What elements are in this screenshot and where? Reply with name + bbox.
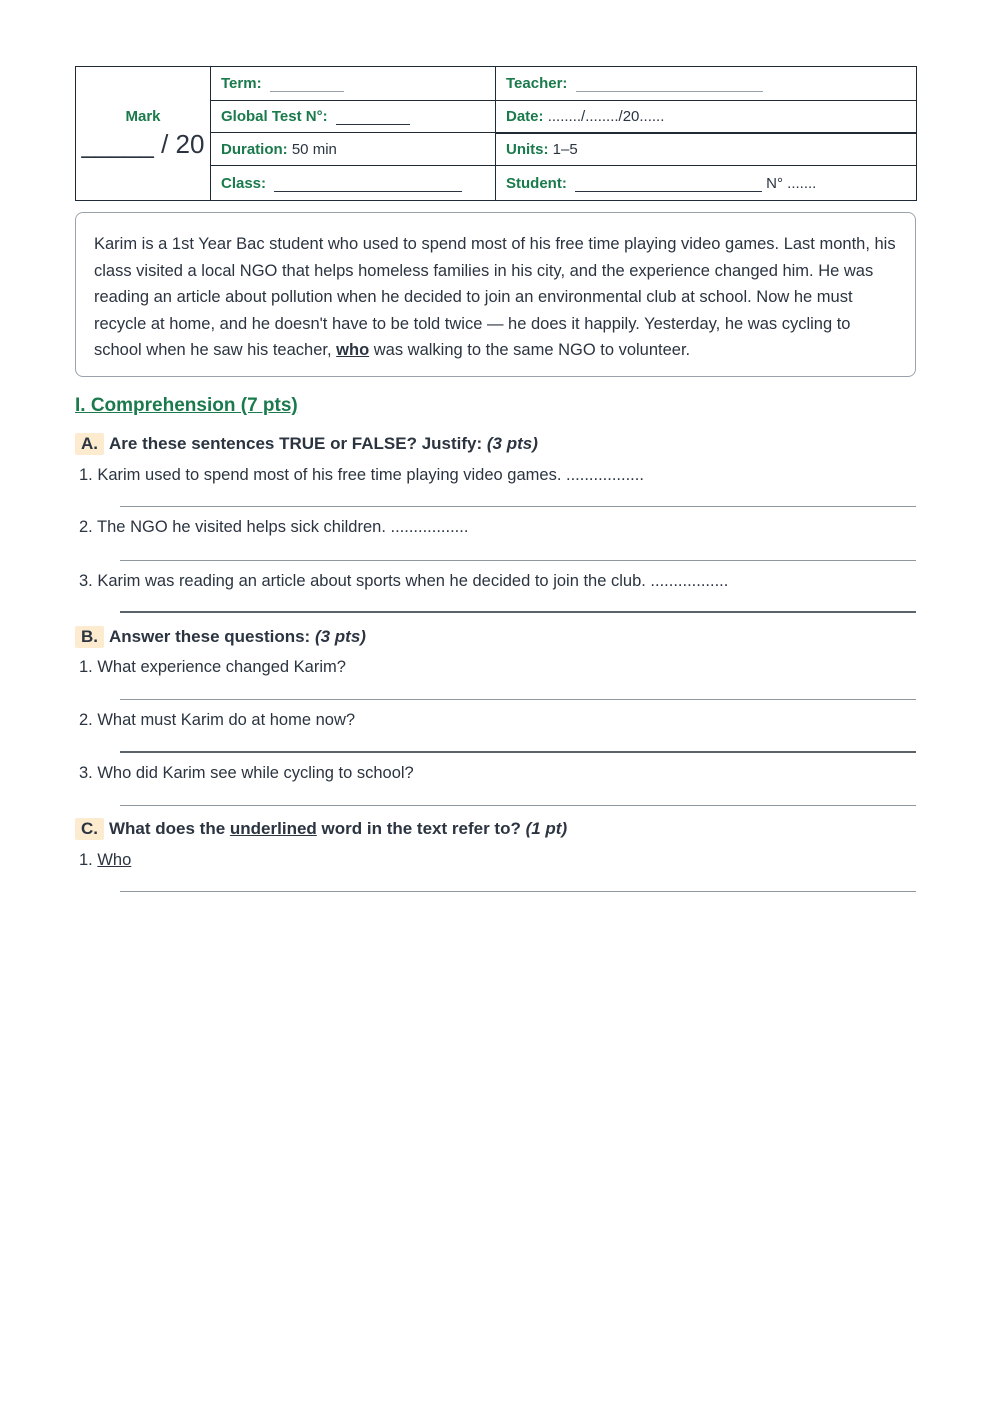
- answer-line-c1[interactable]: [120, 891, 916, 892]
- student-cell: [496, 166, 917, 201]
- part-a-question-3: 3. Karim was reading an article about sports when he decided to join the club. .................: [79, 572, 729, 590]
- passage-underlined-word: who: [336, 341, 370, 359]
- part-a-badge: A.: [75, 433, 104, 455]
- part-c-question-1: [79, 851, 131, 870]
- global-test-label: Global Test N°:: [221, 108, 328, 125]
- part-a-question-2: 2. The NGO he visited helps sick children. .................: [79, 518, 469, 536]
- date-value[interactable]: ......../......../20......: [547, 107, 665, 125]
- units-cell: [496, 133, 917, 166]
- global-test-field[interactable]: [336, 111, 410, 125]
- global-test-cell: [211, 101, 496, 133]
- passage-text: Karim is a 1st Year Bac student who used to spend most of his free time playing video games. Last month, his class visited a local NGO that helps homeless families in his city, and the experience changed him. He was reading an article about pollution when he decided to join an environmental club at school. Now he must recycle at home, and he doesn't have to be told twice — he does it happily. Yesterday, he was cycling to school when he saw his teacher,: [94, 235, 896, 359]
- part-c-title-start: What does the: [109, 819, 226, 838]
- part-b-question-3: 3. Who did Karim see while cycling to school?: [79, 764, 414, 782]
- mark-score: _____ / 20: [81, 128, 205, 159]
- part-c-question-number: 1.: [79, 851, 93, 869]
- answer-line-b2[interactable]: [120, 751, 916, 753]
- duration-value: 50 min: [291, 140, 337, 158]
- teacher-cell: [496, 67, 917, 101]
- part-a-question-1: 1. Karim used to spend most of his free time playing video games. .................: [79, 466, 644, 484]
- teacher-label: Teacher:: [506, 75, 568, 92]
- duration-label: Duration:: [221, 140, 288, 158]
- part-b-question-2: 2. What must Karim do at home now?: [79, 711, 356, 729]
- header-table: [75, 66, 917, 201]
- student-field[interactable]: [575, 178, 762, 192]
- units-label: Units:: [506, 140, 549, 158]
- teacher-field[interactable]: [576, 78, 763, 92]
- units-value: 1–5: [552, 140, 578, 158]
- passage-text-end: was walking to the same NGO to volunteer.: [369, 341, 691, 359]
- term-cell: [211, 67, 496, 101]
- answer-line-b1[interactable]: [120, 699, 916, 700]
- student-number[interactable]: N° .......: [766, 174, 817, 192]
- part-b-question-1: 1. What experience changed Karim?: [79, 658, 346, 676]
- part-c-question-word: Who: [97, 851, 132, 869]
- term-field[interactable]: [270, 78, 344, 92]
- part-c-title-underlined: underlined: [229, 819, 317, 838]
- date-cell: [496, 101, 917, 133]
- part-c-title-end: word in the text refer to?: [321, 819, 521, 838]
- date-label: Date:: [506, 107, 544, 125]
- mark-cell: [76, 67, 211, 201]
- part-b-points: (3 pts): [314, 627, 366, 646]
- reading-passage: [75, 212, 916, 377]
- part-b-badge: B.: [75, 626, 104, 648]
- duration-cell: [211, 133, 496, 166]
- class-label: Class:: [221, 174, 267, 192]
- part-c-heading: [75, 818, 567, 840]
- answer-line-a3[interactable]: [120, 611, 916, 613]
- mark-label: Mark: [125, 107, 161, 125]
- student-label: Student:: [506, 174, 567, 192]
- part-a-title: Are these sentences TRUE or FALSE? Justify:: [109, 434, 483, 453]
- answer-line-b3[interactable]: [120, 805, 916, 806]
- part-a-points: (3 pts): [486, 434, 538, 453]
- class-field[interactable]: [274, 178, 462, 192]
- term-label: Term:: [221, 75, 262, 92]
- part-c-points: (1 pt): [525, 819, 568, 838]
- part-b-title: Answer these questions:: [109, 627, 311, 646]
- part-a-heading: [75, 433, 538, 455]
- part-c-badge: C.: [75, 818, 104, 840]
- section-title: I. Comprehension (7 pts): [75, 395, 298, 416]
- answer-line-a2[interactable]: [120, 560, 916, 561]
- answer-line-a1[interactable]: [120, 506, 916, 507]
- part-b-heading: [75, 626, 366, 648]
- class-cell: [211, 166, 496, 201]
